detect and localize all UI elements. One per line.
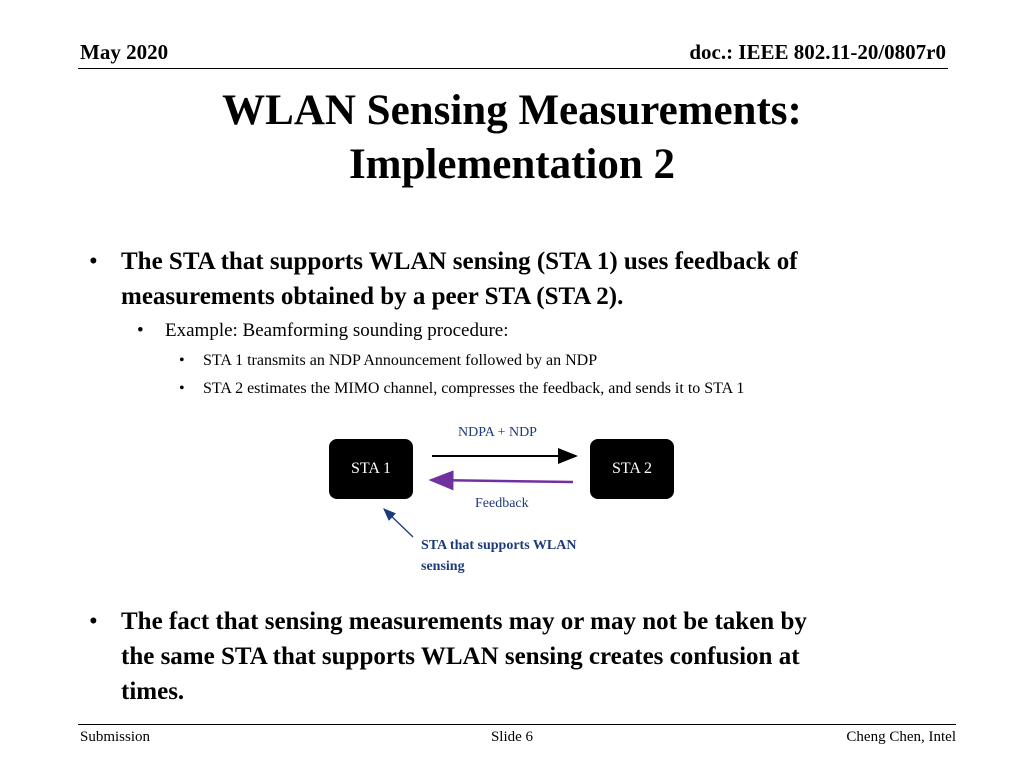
title-line-2: Implementation 2 (348, 141, 676, 188)
bullet-2-line-1: The fact that sensing measurements may or may not be taken by (121, 608, 807, 635)
title-line-1: WLAN Sensing Measurements: (222, 87, 802, 134)
bullet-1-subsub-2-text: STA 2 estimates the MIMO channel, compresses the feedback, and sends it to STA 1 (203, 380, 745, 397)
bullet-1-subsub-1-dot: • (179, 352, 185, 369)
bullet-2 (89, 604, 941, 709)
callout-line-2: sensing (421, 559, 465, 574)
sensing-sta-callout (421, 535, 651, 577)
bullet-2-line-3: times. (121, 678, 185, 705)
bullet-1-subsub-2-dot: • (179, 380, 185, 397)
footer-rule (78, 724, 956, 725)
callout-line-1: STA that supports WLAN (421, 538, 577, 553)
header-date: May 2020 (80, 40, 169, 64)
bullet-1-sub-dot: • (137, 320, 144, 341)
footer-slide-number: Slide 6 (490, 729, 534, 745)
bullet-2-line-2: the same STA that supports WLAN sensing creates confusion at (121, 643, 800, 670)
feedback-arrow (431, 480, 573, 482)
bullet-1-line-1: The STA that supports WLAN sensing (STA 1) uses feedback of (121, 248, 798, 275)
sta-1-box: STA 1 (329, 439, 413, 499)
bullet-1-dot: • (89, 248, 98, 275)
bullet-1-sub-text: Example: Beamforming sounding procedure: (165, 320, 509, 341)
feedback-arrow-label: Feedback (475, 496, 529, 511)
sta-2-box: STA 2 (590, 439, 674, 499)
footer-author: Cheng Chen, Intel (846, 729, 956, 745)
forward-arrow-label: NDPA + NDP (458, 425, 537, 440)
header-doc-id: doc.: IEEE 802.11-20/0807r0 (689, 40, 946, 64)
bullet-1-subsub-1-text: STA 1 transmits an NDP Announcement followed by an NDP (203, 352, 598, 369)
callout-arrow (384, 509, 413, 537)
bullet-2-dot: • (89, 608, 98, 635)
footer-submission: Submission (80, 729, 151, 745)
bullet-1-line-2: measurements obtained by a peer STA (STA 2). (121, 283, 624, 310)
